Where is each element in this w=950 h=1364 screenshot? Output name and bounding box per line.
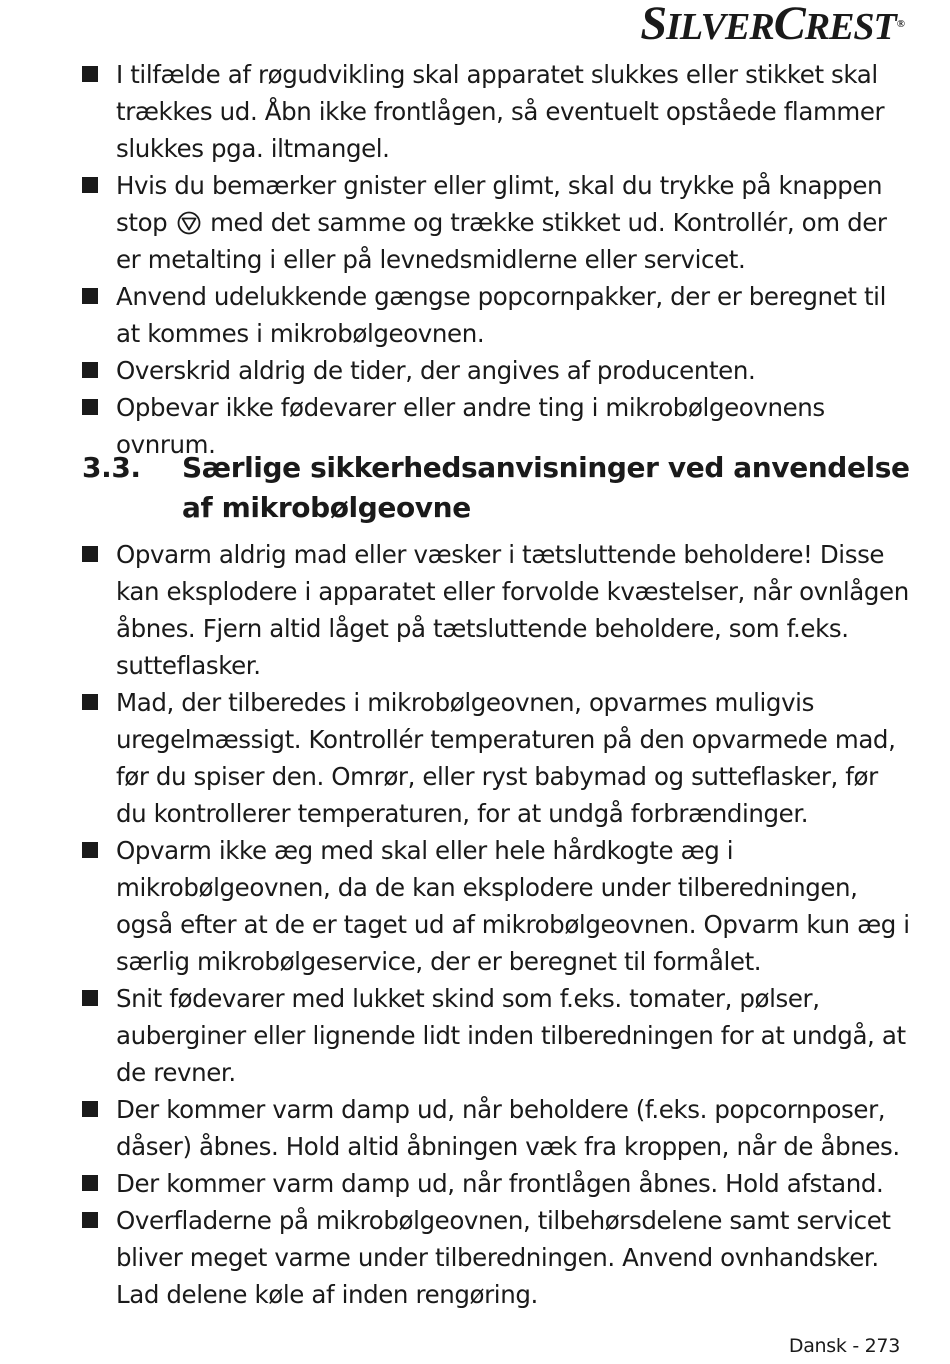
list-item: Overfladerne på mikrobølgeovnen, tilbehørsdelene samt servicet bliver meget varme under tilberedningen. Anvend ovnhandsker. Lad delene køle af inden rengøring. bbox=[82, 1202, 912, 1313]
list-item: Anvend udelukkende gængse popcornpakker, der er beregnet til at kommes i mikrobølgeovnen. bbox=[82, 278, 912, 352]
list-item: Opvarm ikke æg med skal eller hele hårdkogte æg i mikrobølgeovnen, da de kan eksplodere under tilberedningen, også efter at de er taget ud af mikrobølgeovnen. Opvarm kun æg i særlig mikrobølgeservice, der er beregnet til formålet. bbox=[82, 832, 912, 980]
list-item: Overskrid aldrig de tider, der angives af producenten. bbox=[82, 352, 912, 389]
page-footer: Dansk - 273 bbox=[788, 1335, 900, 1357]
list-item: Der kommer varm damp ud, når frontlågen åbnes. Hold afstand. bbox=[82, 1165, 912, 1202]
bullet-square-icon bbox=[82, 177, 98, 193]
bullet-square-icon bbox=[82, 288, 98, 304]
bullet-square-icon bbox=[82, 1101, 98, 1117]
bullet-square-icon bbox=[82, 66, 98, 82]
section-number: 3.3. bbox=[82, 451, 141, 484]
list-item: I tilfælde af røgudvikling skal apparatet slukkes eller stikket skal trækkes ud. Åbn ikke frontlågen, så eventuelt opståede flammer slukkes pga. iltmangel. bbox=[82, 56, 912, 167]
list-item: Snit fødevarer med lukket skind som f.eks. tomater, pølser, auberginer eller lignende lidt inden tilberedningen for at undgå, at de revner. bbox=[82, 980, 912, 1091]
brand-logo: SILVERCREST® bbox=[640, 0, 904, 50]
bullet-square-icon bbox=[82, 362, 98, 378]
bullet-square-icon bbox=[82, 1212, 98, 1228]
section-heading bbox=[82, 448, 912, 528]
list-item: Opbevar ikke fødevarer eller andre ting i mikrobølgeovnens ovnrum. bbox=[82, 389, 912, 463]
registered-mark: ® bbox=[896, 18, 904, 30]
list-item: Mad, der tilberedes i mikrobølgeovnen, opvarmes muligvis uregelmæssigt. Kontrollér temperaturen på den opvarmede mad, før du spiser den. Omrør, eller ryst babymad og sutteflasker, før du kontrollerer temperaturen, for at undgå forbrændinger. bbox=[82, 684, 912, 832]
bullet-square-icon bbox=[82, 399, 98, 415]
section-title: Særlige sikkerhedsanvisninger ved anvendelse af mikrobølgeovne bbox=[182, 451, 910, 524]
safety-list-general bbox=[82, 56, 912, 463]
bullet-square-icon bbox=[82, 842, 98, 858]
stop-symbol-icon bbox=[177, 211, 201, 235]
bullet-square-icon bbox=[82, 1175, 98, 1191]
list-item: Opvarm aldrig mad eller væsker i tætsluttende beholdere! Disse kan eksplodere i apparatet eller forvolde kvæstelser, når ovnlågen åbnes. Fjern altid låget på tætsluttende beholdere, som f.eks. sutteflasker. bbox=[82, 536, 912, 684]
list-item: Hvis du bemærker gnister eller glimt, skal du trykke på knappen stop med det samme og trække stikket ud. Kontrollér, om der er metalting i eller på levnedsmidlerne eller servicet. bbox=[82, 167, 912, 278]
bullet-square-icon bbox=[82, 694, 98, 710]
bullet-square-icon bbox=[82, 546, 98, 562]
list-item: Der kommer varm damp ud, når beholdere (f.eks. popcornposer, dåser) åbnes. Hold altid åbningen væk fra kroppen, når de åbnes. bbox=[82, 1091, 912, 1165]
safety-list-microwave bbox=[82, 536, 912, 1313]
bullet-square-icon bbox=[82, 990, 98, 1006]
